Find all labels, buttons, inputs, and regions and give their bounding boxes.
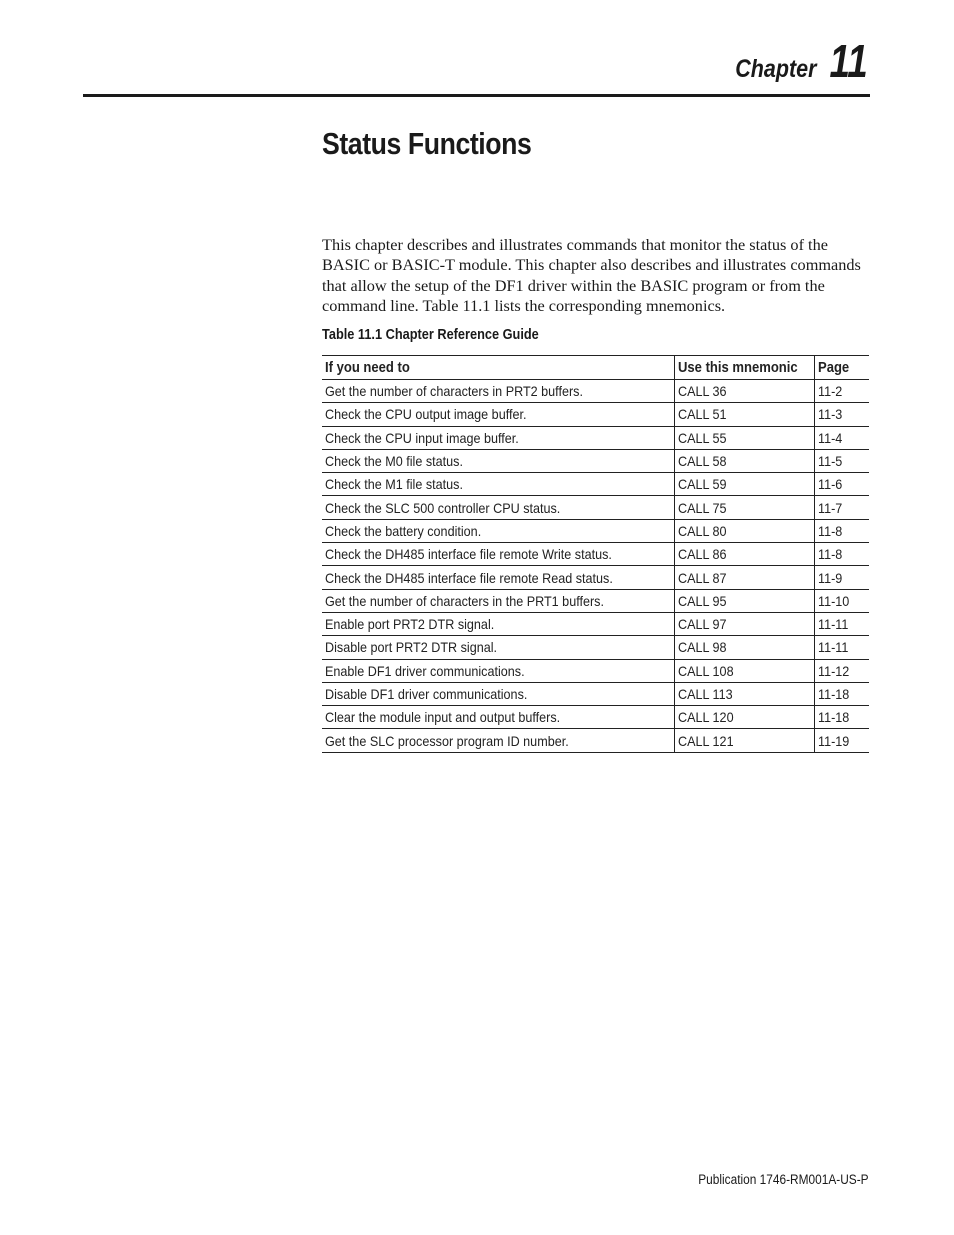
page-cell: 11-11 — [814, 612, 869, 635]
table-row — [322, 612, 869, 635]
page-cell: 11-3 — [814, 403, 869, 426]
page-cell: 11-6 — [814, 473, 869, 496]
table-row — [322, 636, 869, 659]
task-cell: Check the DH485 interface file remote Read status. — [322, 566, 675, 589]
publication-footer: Publication 1746-RM001A-US-P — [698, 1172, 869, 1187]
task-cell: Get the number of characters in PRT2 buffers. — [322, 380, 675, 403]
table-row — [322, 449, 869, 472]
page-cell: 11-18 — [814, 706, 869, 729]
mnemonic-cell: CALL 121 — [675, 729, 815, 752]
mnemonic-cell: CALL 97 — [675, 612, 815, 635]
table-row — [322, 496, 869, 519]
table-row — [322, 380, 869, 403]
mnemonic-cell: CALL 95 — [675, 589, 815, 612]
task-cell: Disable port PRT2 DTR signal. — [322, 636, 675, 659]
page-cell: 11-10 — [814, 589, 869, 612]
page-cell: 11-5 — [814, 449, 869, 472]
mnemonic-cell: CALL 36 — [675, 380, 815, 403]
mnemonic-cell: CALL 58 — [675, 449, 815, 472]
table-caption: Table 11.1 Chapter Reference Guide — [322, 327, 539, 343]
page-cell: 11-18 — [814, 682, 869, 705]
task-cell: Check the M0 file status. — [322, 449, 675, 472]
mnemonic-cell: CALL 108 — [675, 659, 815, 682]
page-cell: 11-4 — [814, 426, 869, 449]
chapter-label: Chapter — [734, 55, 817, 83]
task-cell: Check the DH485 interface file remote Write status. — [322, 543, 675, 566]
task-cell: Clear the module input and output buffers. — [322, 706, 675, 729]
page-cell: 11-12 — [814, 659, 869, 682]
mnemonic-cell: CALL 55 — [675, 426, 815, 449]
mnemonic-cell: CALL 87 — [675, 566, 815, 589]
task-cell: Disable DF1 driver communications. — [322, 682, 675, 705]
chapter-reference-table — [322, 355, 869, 753]
page-cell: 11-8 — [814, 519, 869, 542]
mnemonic-cell: CALL 80 — [675, 519, 815, 542]
table-row — [322, 659, 869, 682]
table-row — [322, 706, 869, 729]
task-cell: Get the SLC processor program ID number. — [322, 729, 675, 752]
table-body — [322, 380, 869, 753]
header-rule — [83, 94, 870, 97]
page-cell: 11-2 — [814, 380, 869, 403]
page-cell: 11-7 — [814, 496, 869, 519]
column-header-mnemonic: Use this mnemonic — [675, 356, 815, 380]
table-row — [322, 543, 869, 566]
page-cell: 11-11 — [814, 636, 869, 659]
mnemonic-cell: CALL 86 — [675, 543, 815, 566]
table-row — [322, 403, 869, 426]
table-row — [322, 426, 869, 449]
mnemonic-cell: CALL 120 — [675, 706, 815, 729]
mnemonic-cell: CALL 51 — [675, 403, 815, 426]
page-cell: 11-8 — [814, 543, 869, 566]
page-title: Status Functions — [322, 126, 532, 161]
table-header-row — [322, 356, 869, 380]
task-cell: Check the SLC 500 controller CPU status. — [322, 496, 675, 519]
column-header-page: Page — [814, 356, 869, 380]
table-row — [322, 682, 869, 705]
task-cell: Get the number of characters in the PRT1 buffers. — [322, 589, 675, 612]
table-row — [322, 519, 869, 542]
task-cell: Check the CPU output image buffer. — [322, 403, 675, 426]
task-cell: Enable port PRT2 DTR signal. — [322, 612, 675, 635]
table-row — [322, 473, 869, 496]
task-cell: Check the battery condition. — [322, 519, 675, 542]
chapter-header — [722, 34, 868, 88]
column-header-task: If you need to — [322, 356, 675, 380]
page-cell: 11-19 — [814, 729, 869, 752]
page-cell: 11-9 — [814, 566, 869, 589]
intro-paragraph: This chapter describes and illustrates commands that monitor the status of the BASIC or BASIC-T module. This chapter also describes and illustrates commands that allow the setup of the DF1 driver within the BASIC program or from the command line. Table 11.1 lists the corresponding mnemonics. — [322, 235, 861, 316]
task-cell: Check the CPU input image buffer. — [322, 426, 675, 449]
table-row — [322, 566, 869, 589]
mnemonic-cell: CALL 59 — [675, 473, 815, 496]
mnemonic-cell: CALL 113 — [675, 682, 815, 705]
table-row — [322, 729, 869, 752]
table-row — [322, 589, 869, 612]
chapter-number: 11 — [829, 35, 868, 87]
mnemonic-cell: CALL 98 — [675, 636, 815, 659]
mnemonic-cell: CALL 75 — [675, 496, 815, 519]
task-cell: Check the M1 file status. — [322, 473, 675, 496]
task-cell: Enable DF1 driver communications. — [322, 659, 675, 682]
